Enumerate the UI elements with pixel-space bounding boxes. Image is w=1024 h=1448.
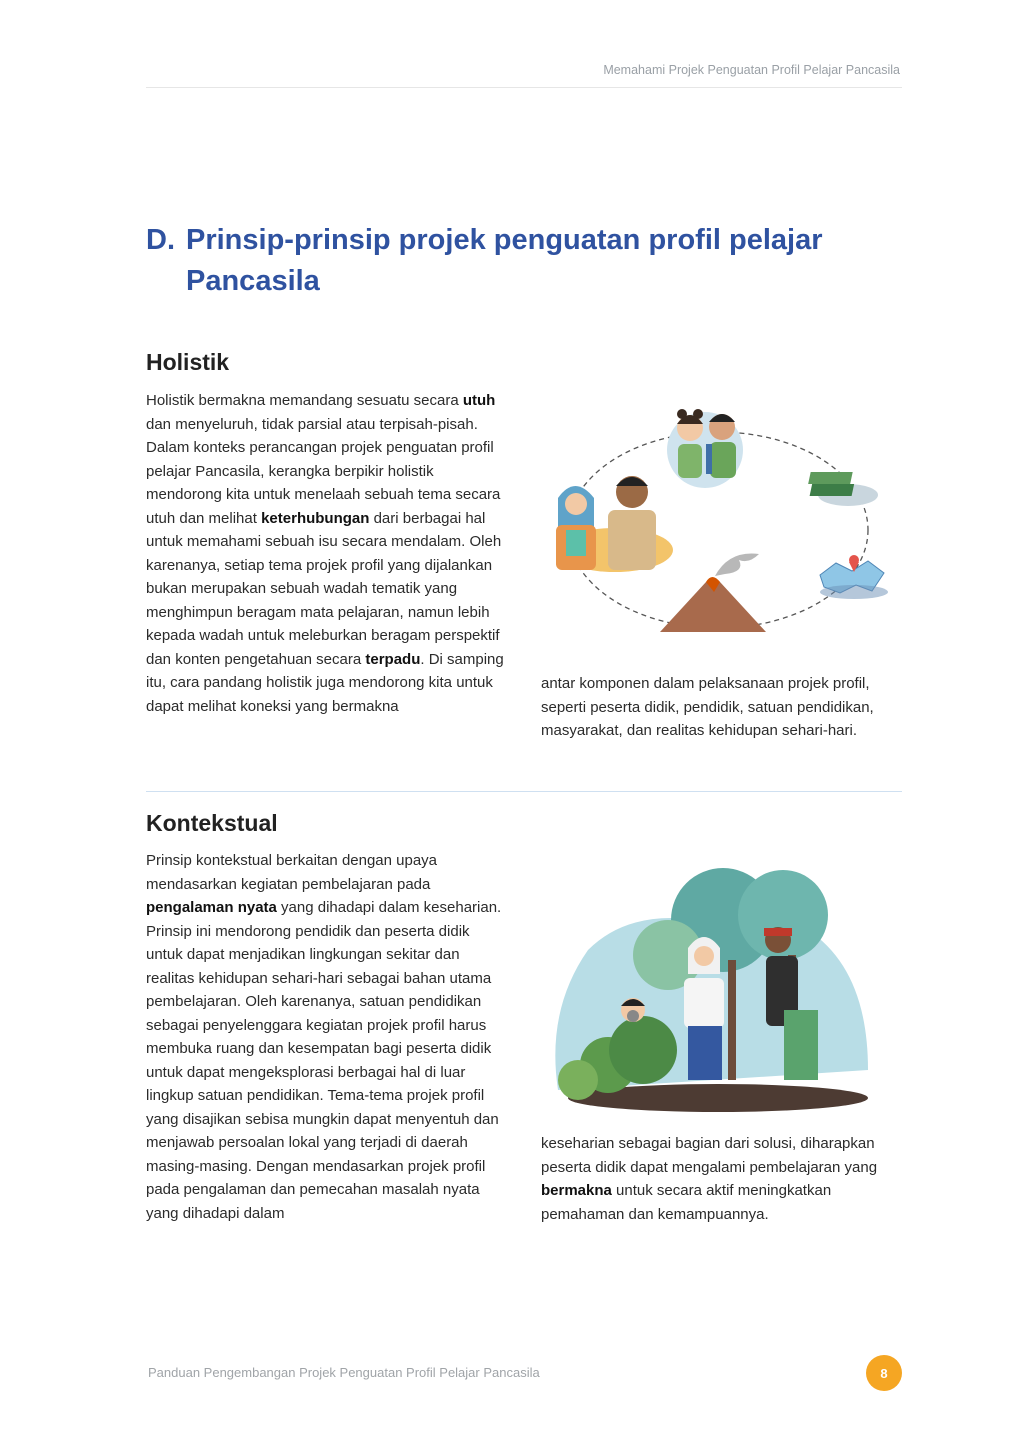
bold-term: utuh <box>462 392 496 409</box>
text-run: Prinsip kontekstual berkaitan dengan upaya mendasarkan kegiatan pembelajaran pada <box>146 852 438 893</box>
kontekstual-paragraph-left <box>146 849 510 1225</box>
text-run: untuk secara aktif meningkatkan pemahaman dan kemampuannya. <box>541 1182 832 1223</box>
volcano-icon <box>660 553 766 632</box>
student-girl-icon <box>684 937 724 1080</box>
bold-term: pengalaman nyata <box>146 899 277 916</box>
page-number-badge: 8 <box>866 1355 902 1391</box>
footer-title: Panduan Pengembangan Projek Penguatan Profil Pelajar Pancasila <box>148 1365 540 1380</box>
text-run: Holistik bermakna memandang sesuatu secara <box>146 392 463 409</box>
section-title <box>146 220 906 302</box>
text-run: dan menyeluruh, tidak parsial atau terpisah-pisah. Dalam konteks perancangan projek penguatan profil pelajar Pancasila, kerangka berpikir holistik mendorong kita untuk menelaah sebuah tema secara utuh dan melihat <box>146 415 501 527</box>
text-run: antar komponen dalam pelaksanaan projek profil, seperti peserta didik, pendidik, satuan pendidikan, masyarakat, dan realitas kehidupan sehari-hari. <box>541 675 874 739</box>
header-rule <box>146 87 902 88</box>
running-header: Memahami Projek Penguatan Profil Pelajar Pancasila <box>603 63 900 77</box>
books-icon <box>808 472 878 506</box>
bold-term: terpadu <box>365 650 421 668</box>
section-letter: D. <box>146 224 175 256</box>
teachers-icon <box>556 476 673 572</box>
kontekstual-heading: Kontekstual <box>146 810 278 836</box>
kontekstual-paragraph-right <box>541 1132 905 1226</box>
kontekstual-illustration <box>538 860 884 1120</box>
students-icon <box>667 409 743 488</box>
bold-term: keterhubungan <box>261 509 370 527</box>
section-divider <box>146 791 902 792</box>
text-run: dari berbagai hal untuk memahami sebuah isu secara mendalam. Oleh karenanya, setiap tema projek profil yang dijalankan bukan merupakan sebuah wadah tematik yang menghimpun beragam mata pelajaran, namun lebih kepada wadah untuk meleburkan beragam perspektif dan konten pengetahuan secara <box>146 509 502 668</box>
holistik-illustration <box>540 400 896 646</box>
holistik-heading: Holistik <box>146 349 230 375</box>
text-run: keseharian sebagai bagian dari solusi, diharapkan peserta didik dapat mengalami pembelajaran yang <box>541 1135 878 1176</box>
holistik-paragraph-left <box>146 389 510 718</box>
text-run: . Di samping itu, cara pandang holistik juga mendorong kita untuk dapat melihat koneksi yang bermakna <box>146 650 504 715</box>
holistik-paragraph-right <box>541 672 905 743</box>
text-run: yang dihadapi dalam keseharian. Prinsip ini mendorong pendidik dan peserta didik untuk dapat menjadikan lingkungan sekitar dan realitas kehidupan sehari-hari sebagai bahan utama pembelajaran. Oleh karenanya, satuan pendidikan sebagai penyelenggara kegiatan projek profil harus membuka ruang dan kesempatan bagi peserta didik untuk dapat mengeksplorasi berbagai hal di luar lingkup satuan pendidikan. Tema-tema projek profil yang disajikan sebisa mungkin dapat menyentuh dan menjawab persoalan lokal yang terjadi di daerah masing-masing. Dengan mendasarkan projek profil pada pengalaman dan pemecahan masalah nyata yang dihadapi dalam <box>146 899 502 1222</box>
map-icon <box>820 555 888 599</box>
student-boy-icon <box>621 998 645 1022</box>
section-title-text: Prinsip-prinsip projek penguatan profil pelajar Pancasila <box>186 224 823 297</box>
bold-term: bermakna <box>541 1182 612 1199</box>
